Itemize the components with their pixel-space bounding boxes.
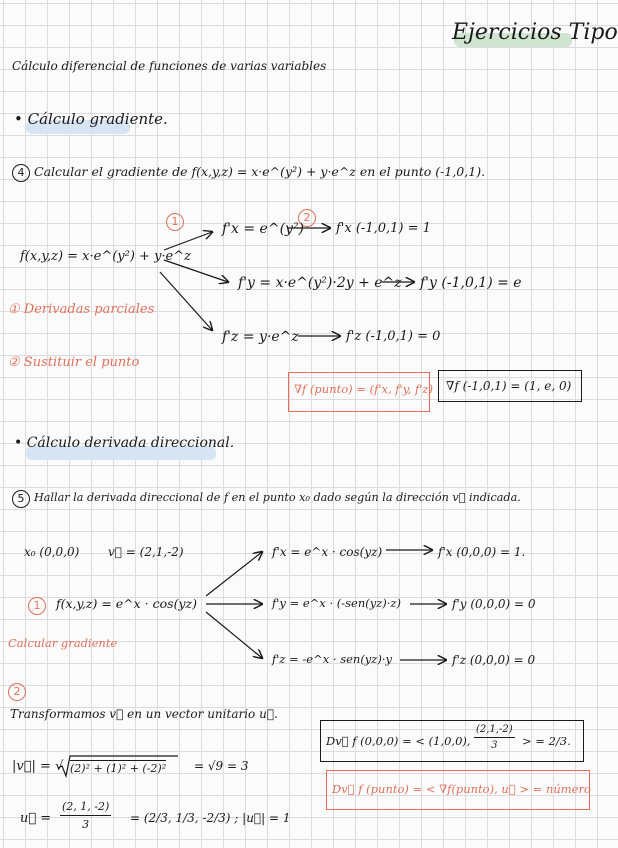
problem5-number-circle: 5 xyxy=(12,490,30,508)
directional-formula: Dv⃗ f (punto) = < ∇f(punto), u⃗ > = número xyxy=(332,782,591,796)
directional-answer-frac-num: (2,1,-2) xyxy=(474,724,515,738)
s2-arrow-to-fx xyxy=(206,552,262,596)
s2-arrow-to-fz xyxy=(206,612,262,658)
norm-lhs: |v⃗| = √ xyxy=(12,759,64,774)
unit-rhs: = (2/3, 1/3, -2/3) ; |u⃗| = 1 xyxy=(130,811,291,825)
s2-step2-marker: 2 xyxy=(8,683,26,701)
unit-frac-num: (2, 1, -2) xyxy=(60,800,111,816)
step1-label: ① Derivadas parciales xyxy=(8,302,155,317)
sqrt-sign xyxy=(58,756,178,776)
unit-lhs: u⃗ = xyxy=(20,811,52,826)
norm-rhs: = √9 = 3 xyxy=(194,759,249,773)
result-fx: f'x (-1,0,1) = 1 xyxy=(336,221,431,236)
s2-partial-fy: f'y = e^x · (-sen(yz)·z) xyxy=(272,596,401,610)
partial-fz: f'z = y·e^z xyxy=(222,329,299,345)
arrow-to-fz xyxy=(160,272,212,330)
result-fy: f'y (-1,0,1) = e xyxy=(420,275,522,291)
directional-answer-frac-den: 3 xyxy=(491,740,498,751)
partial-fx: f'x = e^(y²) xyxy=(222,221,305,237)
s2-result-fz: f'z (0,0,0) = 0 xyxy=(452,653,536,667)
result-fz: f'z (-1,0,1) = 0 xyxy=(346,329,441,344)
norm-radicand: (2)² + (1)² + (-2)² xyxy=(70,762,167,775)
page-title: Ejercicios Tipo xyxy=(452,20,618,45)
s2-step1-label: Calcular gradiente xyxy=(8,636,118,650)
gradient-answer: ∇f (-1,0,1) = (1, e, 0) xyxy=(446,379,572,393)
s2-result-fx: f'x (0,0,0) = 1. xyxy=(438,545,526,559)
problem4-statement: Calcular el gradiente de f(x,y,z) = x·e^(y²) + y·e^z en el punto (-1,0,1). xyxy=(34,164,486,179)
directional-function: f(x,y,z) = e^x · cos(yz) xyxy=(56,596,197,611)
step1-marker: 1 xyxy=(166,213,184,231)
page-subtitle: Cálculo diferencial de funciones de varias variables xyxy=(12,59,327,73)
problem4-number-circle: 4 xyxy=(12,164,30,182)
gradient-formula: ∇f (punto) = (f'x, f'y, f'z) xyxy=(294,382,433,396)
step2-label: ② Sustituir el punto xyxy=(8,355,140,370)
unit-frac-den: 3 xyxy=(82,818,90,831)
given-vector: v⃗ = (2,1,-2) xyxy=(108,545,184,559)
partial-fy: f'y = x·e^(y²)·2y + e^z xyxy=(238,275,402,291)
section2-heading: • Cálculo derivada direccional. xyxy=(14,435,235,451)
s2-step1-marker: 1 xyxy=(28,597,46,615)
arrow-to-fx xyxy=(164,232,212,250)
unit-vector-instruction: Transformamos v⃗ en un vector unitario u⃗. xyxy=(10,707,278,721)
given-point: x₀ (0,0,0) xyxy=(24,545,80,559)
step2-marker: 2 xyxy=(298,209,316,227)
arrow-to-fy xyxy=(164,260,228,282)
section1-heading: • Cálculo gradiente. xyxy=(14,110,168,128)
s2-result-fy: f'y (0,0,0) = 0 xyxy=(452,597,536,611)
problem5-statement: Hallar la derivada direccional de f en el punto x₀ dado según la dirección v⃗ indicada. xyxy=(34,491,521,504)
s2-partial-fx: f'x = e^x · cos(yz) xyxy=(272,545,383,559)
directional-answer-lhs: Dv⃗ f (0,0,0) = < (1,0,0), xyxy=(326,734,471,748)
gradient-function: f(x,y,z) = x·e^(y²) + y·e^z xyxy=(20,249,191,264)
s2-partial-fz: f'z = -e^x · sen(yz)·y xyxy=(272,652,392,666)
directional-answer-rhs: > = 2/3. xyxy=(522,734,571,748)
